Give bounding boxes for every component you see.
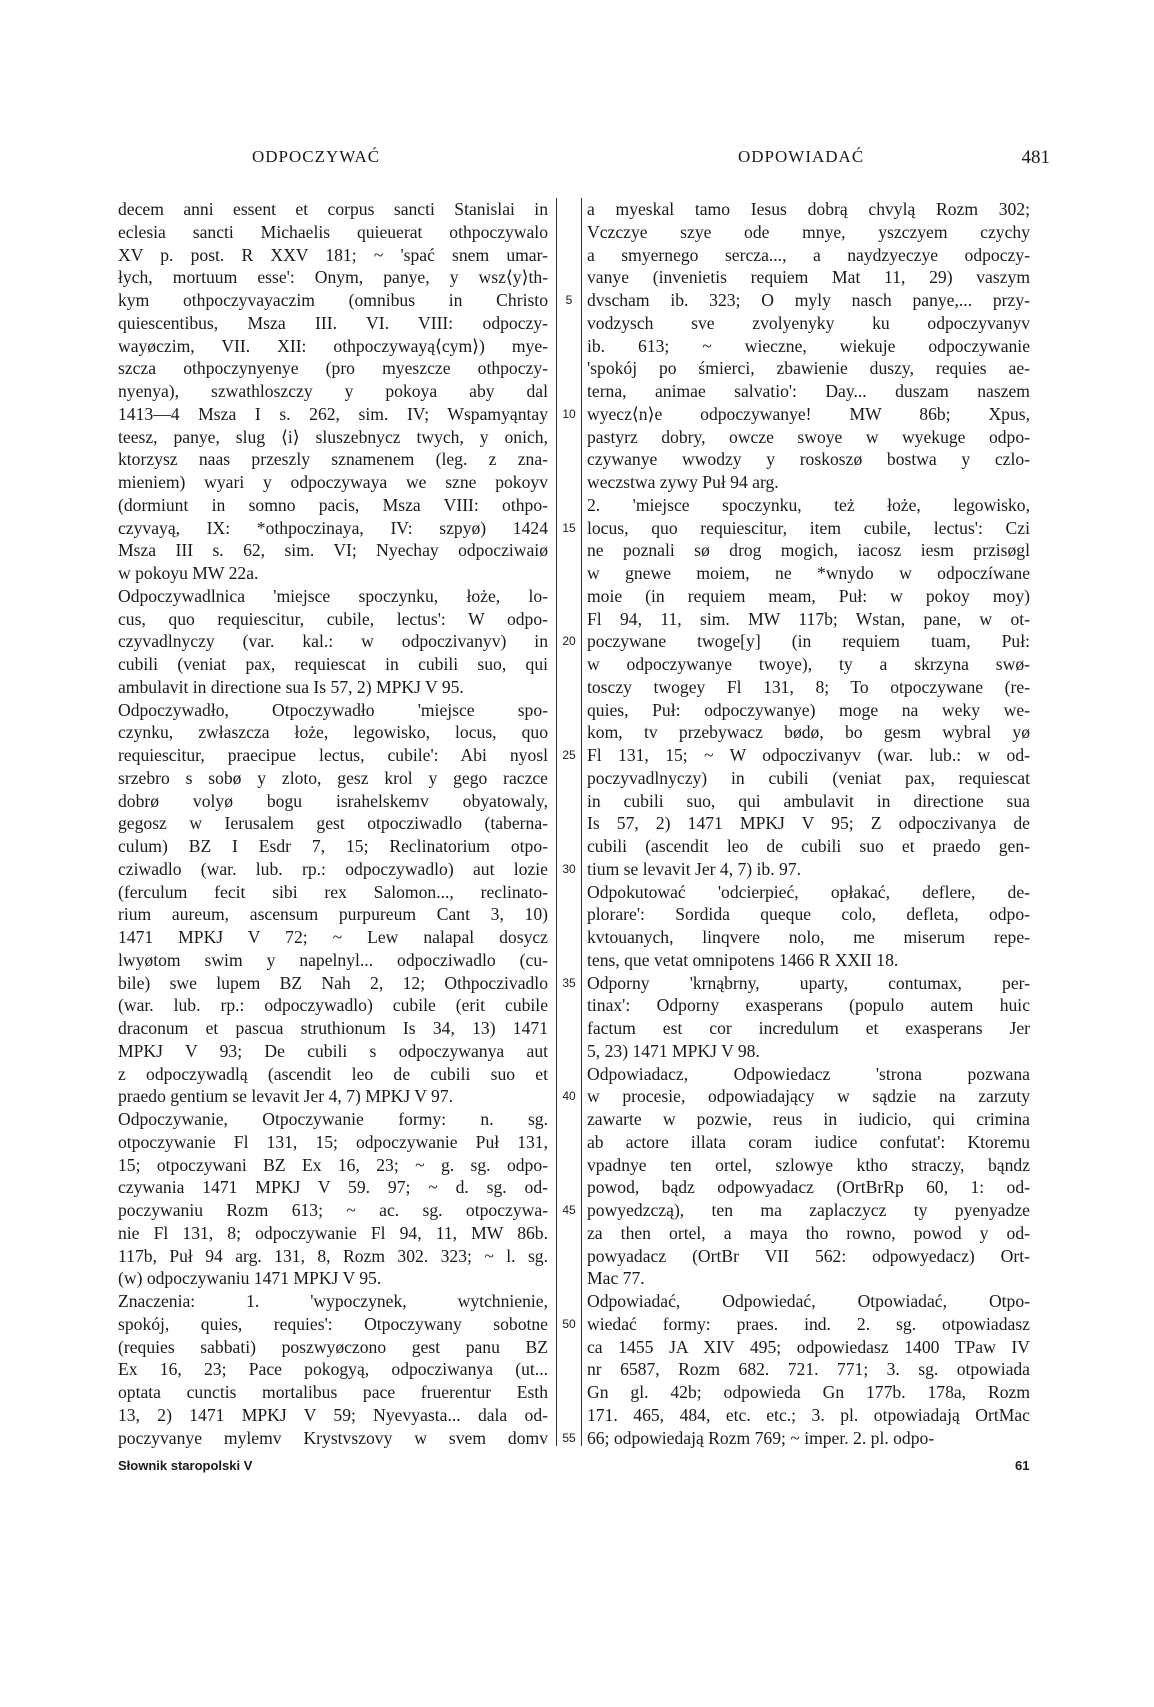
text-line: (w) odpoczywaniu 1471 MPKJ V 95. [118,1268,382,1289]
text-line: czyvayą, IX: *othpoczinaya, IV: szpyø) 1424 [118,517,548,538]
text-line: tosczy twogey Fl 131, 8; To otpoczywane (re- [587,676,1030,697]
text-line: powod, bądz odpowyadacz (OrtBrRp 60, 1: od- [587,1177,1030,1198]
text-line: optata cunctis mortalibus pace fruerentur Esth [118,1382,548,1402]
text-line: poczywaniu Rozm 613; ~ ac. sg. otpoczywa- [118,1200,548,1220]
text-line: gegosz w Ierusalem gest otpocziwadlo (taberna- [118,813,548,834]
text-line: requiescitur, praecipue lectus, cubile': Abi nyosl [118,745,548,765]
text-line: ambulavit in directione sua Is 57, 2) MPKJ V 95. [118,676,464,697]
text-line: czynku, zwłaszcza łoże, legowisko, locus, quo [118,722,548,743]
text-line: spokój, quies, requies': Otpoczywany sobotne [118,1313,548,1334]
page-number: 481 [1021,147,1050,168]
running-head-left: ODPOCZYWAĆ [252,147,381,166]
text-line: cus, quo requiescitur, cubile, lectus': W odpo- [118,608,548,629]
line-number: 10 [562,406,576,421]
text-line: za then ortel, a maya tho rowno, powod y od- [587,1222,1030,1243]
text-line: Odpoczywanie, Otpoczywanie formy: n. sg. [118,1109,548,1129]
text-line: czyvadlnyczy (var. kal.: w odpoczivanyv) in [118,631,548,652]
text-line: praedo gentium se levavit Jer 4, 7) MPKJ V 97. [118,1086,454,1107]
line-number: 35 [562,975,576,990]
text-line: in cubili suo, qui ambulavit in directione sua [587,790,1030,811]
text-line: otpoczywanie Fl 131, 15; odpoczywanie Puł 131, [118,1131,548,1152]
footer-signature: Słownik staropolski V [118,1458,253,1473]
text-line: wiedać formy: praes. ind. 2. sg. otpowiadasz [587,1313,1030,1334]
text-line: wayøczim, VII. XII: othpoczywayą⟨cym⟩) mye- [118,335,548,356]
text-line: nyenya), szwathloszczy y pokoya aby dal [118,381,548,401]
text-line: Znaczenia: 1. 'wypoczynek, wytchnienie, [118,1291,548,1311]
text-line: w pokoyu MW 22a. [118,563,259,583]
text-line: w gnewe moiem, ne *wnydo w odpoczíwane [587,563,1030,583]
text-line: ktorzysz naas przeszly sznamenem (leg. z zna- [118,449,548,470]
text-line: decem anni essent et corpus sancti Stanislai in [118,199,548,219]
text-line: ib. 613; ~ wieczne, wiekuje odpoczywanie [587,335,1030,356]
text-line: moie (in requiem meam, Puł: w pokoy moy) [587,585,1030,606]
text-line: pastyrz dobry, owcze swoye w wyekuge odpo- [587,426,1030,447]
text-line: Odporny 'krnąbrny, uparty, contumax, per- [587,972,1030,993]
column-rule-left [556,198,557,1446]
text-line: cubili (ascendit leo de cubili suo et praedo gen- [587,836,1030,856]
text-line: locus, quo requiescitur, item cubile, lectus': Czi [587,517,1030,538]
text-line: Fl 131, 15; ~ W odpoczivanyv (war. lub.: w od- [587,745,1030,765]
text-line: srzebro s sobø y zloto, gesz krol y gego raczce [118,767,548,788]
text-line: vodzysch sve zvolyenyky ku odpoczyvanyv [587,312,1030,333]
text-line: mieniem) wyari y odpoczywaya we szne pokoyv [118,472,548,492]
line-number: 25 [562,748,576,762]
text-line: tens, que vetat omnipotens 1466 R XXII 18. [587,949,899,970]
text-line: nie Fl 131, 8; odpoczywanie Fl 94, 11, MW 86b. [118,1222,548,1243]
text-line: vanye (invenietis requiem Mat 11, 29) vaszym [587,267,1030,288]
text-line: cziwadlo (war. lub. rp.: odpoczywadlo) aut lozie [118,858,548,879]
text-line: czywanye wwodzy y roskoszø bostwa y czlo- [587,449,1030,470]
text-line: Gn gl. 42b; odpowieda Gn 177b. 178a, Rozm [587,1382,1030,1402]
text-line: poczywane twoge[y] (in requiem tuam, Puł: [587,631,1030,652]
line-number: 20 [562,634,576,649]
text-line: eclesia sancti Michaelis quieuerat othpoczywalo [118,221,548,242]
text-line: 2. 'miejsce spoczynku, też łoże, legowisko, [587,494,1030,515]
text-line: quiescentibus, Msza III. VI. VIII: odpoczy- [118,312,548,333]
line-number: 55 [562,1430,576,1445]
text-line: draconum et pascua struthionum Is 34, 13) 1471 [118,1018,548,1038]
text-line: w procesie, odpowiadający w sądzie na zarzuty [587,1086,1030,1107]
text-line: kom, tv przebywacz bødø, bo gesm wybral yø [587,722,1030,743]
text-line: Odpoczywadło, Otpoczywadło 'miejsce spo- [118,699,548,720]
text-line: zawarte w pozwie, reus in iudicio, qui crimina [587,1109,1030,1129]
text-line: Msza III s. 62, sim. VI; Nyechay odpocziwaiø [118,540,548,561]
text-line: Is 57, 2) 1471 MPKJ V 95; Z odpoczivanya de [587,813,1030,834]
text-line: cubili (veniat pax, requiescat in cubili suo, qui [118,654,548,674]
line-number: 15 [562,520,576,535]
text-line: dobrø volyø bogu israhelskemv obyatowaly, [118,790,548,811]
text-line: poczyvadlnyczy) in cubili (veniat pax, requiescat [587,767,1030,788]
line-number: 50 [562,1316,576,1331]
text-line: Mac 77. [587,1268,645,1289]
text-line: teesz, panye, slug ⟨i⟩ sluszebnycz twych, y onich, [118,426,548,447]
text-line: culum) BZ I Esdr 7, 15; Reclinatorium otpo- [118,836,548,856]
text-line: Ex 16, 23; Pace pokogyą, odpocziwanya (ut... [118,1359,548,1380]
text-line: a smyernego sercza..., a naydzyeczye odpoczy- [587,244,1030,265]
text-line: 5, 23) 1471 MPKJ V 98. [587,1040,760,1061]
text-line: lwyøtom swim y napelnyl... odpocziwadlo (cu- [118,949,548,970]
text-line: ab actore illata coram iudice confutat': Ktoremu [587,1131,1030,1152]
line-number: 45 [562,1203,576,1217]
footer-sheet-number: 61 [1015,1458,1030,1473]
text-line: powyadacz (OrtBr VII 562: odpowyedacz) Ort- [587,1245,1030,1266]
text-line: powyedzczą), ten ma zaplaczycz ty pyenyadze [587,1200,1030,1220]
text-line: Odpowiadacz, Odpowiedacz 'strona pozwana [587,1063,1030,1084]
text-line: wyecz⟨n⟩e odpoczywanye! MW 86b; Xpus, [587,403,1030,424]
text-line: 15; otpoczywani BZ Ex 16, 23; ~ g. sg. odpo- [118,1154,548,1175]
line-number: 40 [562,1089,576,1104]
text-line: 1471 MPKJ V 72; ~ Lew nalapal dosycz [118,927,548,947]
line-number: 5 [565,293,573,307]
text-line: dvscham ib. 323; O myly nasch panye,... przy- [587,290,1030,310]
text-line: (dormiunt in somno pacis, Msza VIII: othpo- [118,494,548,515]
text-line: bile) swe lupem BZ Nah 2, 12; Othpoczivadlo [118,972,548,993]
text-line: kvtouanych, linqvere nolo, me miserum repe- [587,927,1030,947]
left-column [118,198,548,1449]
text-line: szcza othpoczynyenye (pro myeszcze othpoczy- [118,358,548,379]
text-line: Odpokutować 'odcierpieć, opłakać, deflere, de- [587,881,1030,902]
text-line: tium se levavit Jer 4, 7) ib. 97. [587,858,802,879]
text-line: (ferculum fecit sibi rex Salomon..., reclinato- [118,881,548,902]
text-line: 171. 465, 484, etc. etc.; 3. pl. otpowiadają OrtMac [587,1404,1030,1425]
text-line: plorare': Sordida queque colo, defleta, odpo- [587,904,1030,925]
column-rule-right [581,198,582,1446]
text-line: nr 6587, Rozm 682. 721. 771; 3. sg. otpowiada [587,1359,1030,1380]
text-line: 117b, Puł 94 arg. 131, 8, Rozm 302. 323; ~ l. sg. [118,1245,548,1266]
text-line: kym othpoczyvayaczim (omnibus in Christo [118,290,548,310]
text-line: Vczczye szye ode mnye, yszczyem czychy [587,221,1030,242]
text-line: (war. lub. rp.: odpoczywadlo) cubile (erit cubile [118,995,548,1016]
text-line: ca 1455 JA XIV 495; odpowiedasz 1400 TPaw IV [587,1336,1030,1357]
text-line: łych, mortuum esse': Onym, panye, y wsz⟨y⟩th- [118,267,548,288]
text-line: poczyvanye mylemv Krystvszovy w svem domv [118,1427,548,1448]
text-line: (requies sabbati) poszwyøczono gest panu BZ [118,1336,548,1357]
text-line: terna, animae salvatio': Day... duszam naszem [587,381,1030,401]
text-line: 13, 2) 1471 MPKJ V 59; Nyevyasta... dala od- [118,1404,548,1425]
text-line: tinax': Odporny exasperans (populo autem huic [587,995,1030,1016]
text-line: quies, Puł: odpoczywanye) moge na weky we- [587,699,1030,720]
line-number: 30 [562,861,576,876]
text-line: MPKJ V 93; De cubili s odpoczywanya aut [118,1040,548,1061]
text-line: Fl 94, 11, sim. MW 117b; Wstan, pane, w ot- [587,608,1030,629]
text-line: Odpoczywadlnica 'miejsce spoczynku, łoże, lo- [118,585,548,606]
text-line: z odpoczywadlą (ascendit leo de cubili suo et [118,1063,548,1084]
text-line: Odpowiadać, Odpowiedać, Otpowiadać, Otpo- [587,1291,1030,1311]
text-line: factum est cor incredulum et exasperans Jer [587,1018,1030,1038]
text-line: weczstwa zywy Puł 94 arg. [587,472,779,492]
text-line: a myeskal tamo Iesus dobrą chvylą Rozm 302; [587,199,1030,219]
right-column [587,198,1030,1449]
text-line: czywania 1471 MPKJ V 59. 97; ~ d. sg. od- [118,1177,548,1198]
text-line: XV p. post. R XXV 181; ~ 'spać snem umar- [118,244,548,265]
text-line: w odpoczywanye twoye), ty a skrzyna swø- [587,654,1030,674]
text-line: 1413—4 Msza I s. 262, sim. IV; Wspamyąntay [118,403,548,424]
text-line: 'spokój po śmierci, zbawienie duszy, requies ae- [587,358,1030,379]
text-line: ne poznali sø drog mogich, iacosz iesm przisøgl [587,540,1030,561]
running-head-right: ODPOWIADAĆ [738,147,865,166]
text-line: vpadnye ten ortel, szlowye ktho straczy, bąndz [587,1154,1030,1175]
text-line: rium aureum, ascensum purpureum Cant 3, 10) [118,904,548,925]
text-line: 66; odpowiedają Rozm 769; ~ imper. 2. pl. odpo- [587,1427,935,1448]
